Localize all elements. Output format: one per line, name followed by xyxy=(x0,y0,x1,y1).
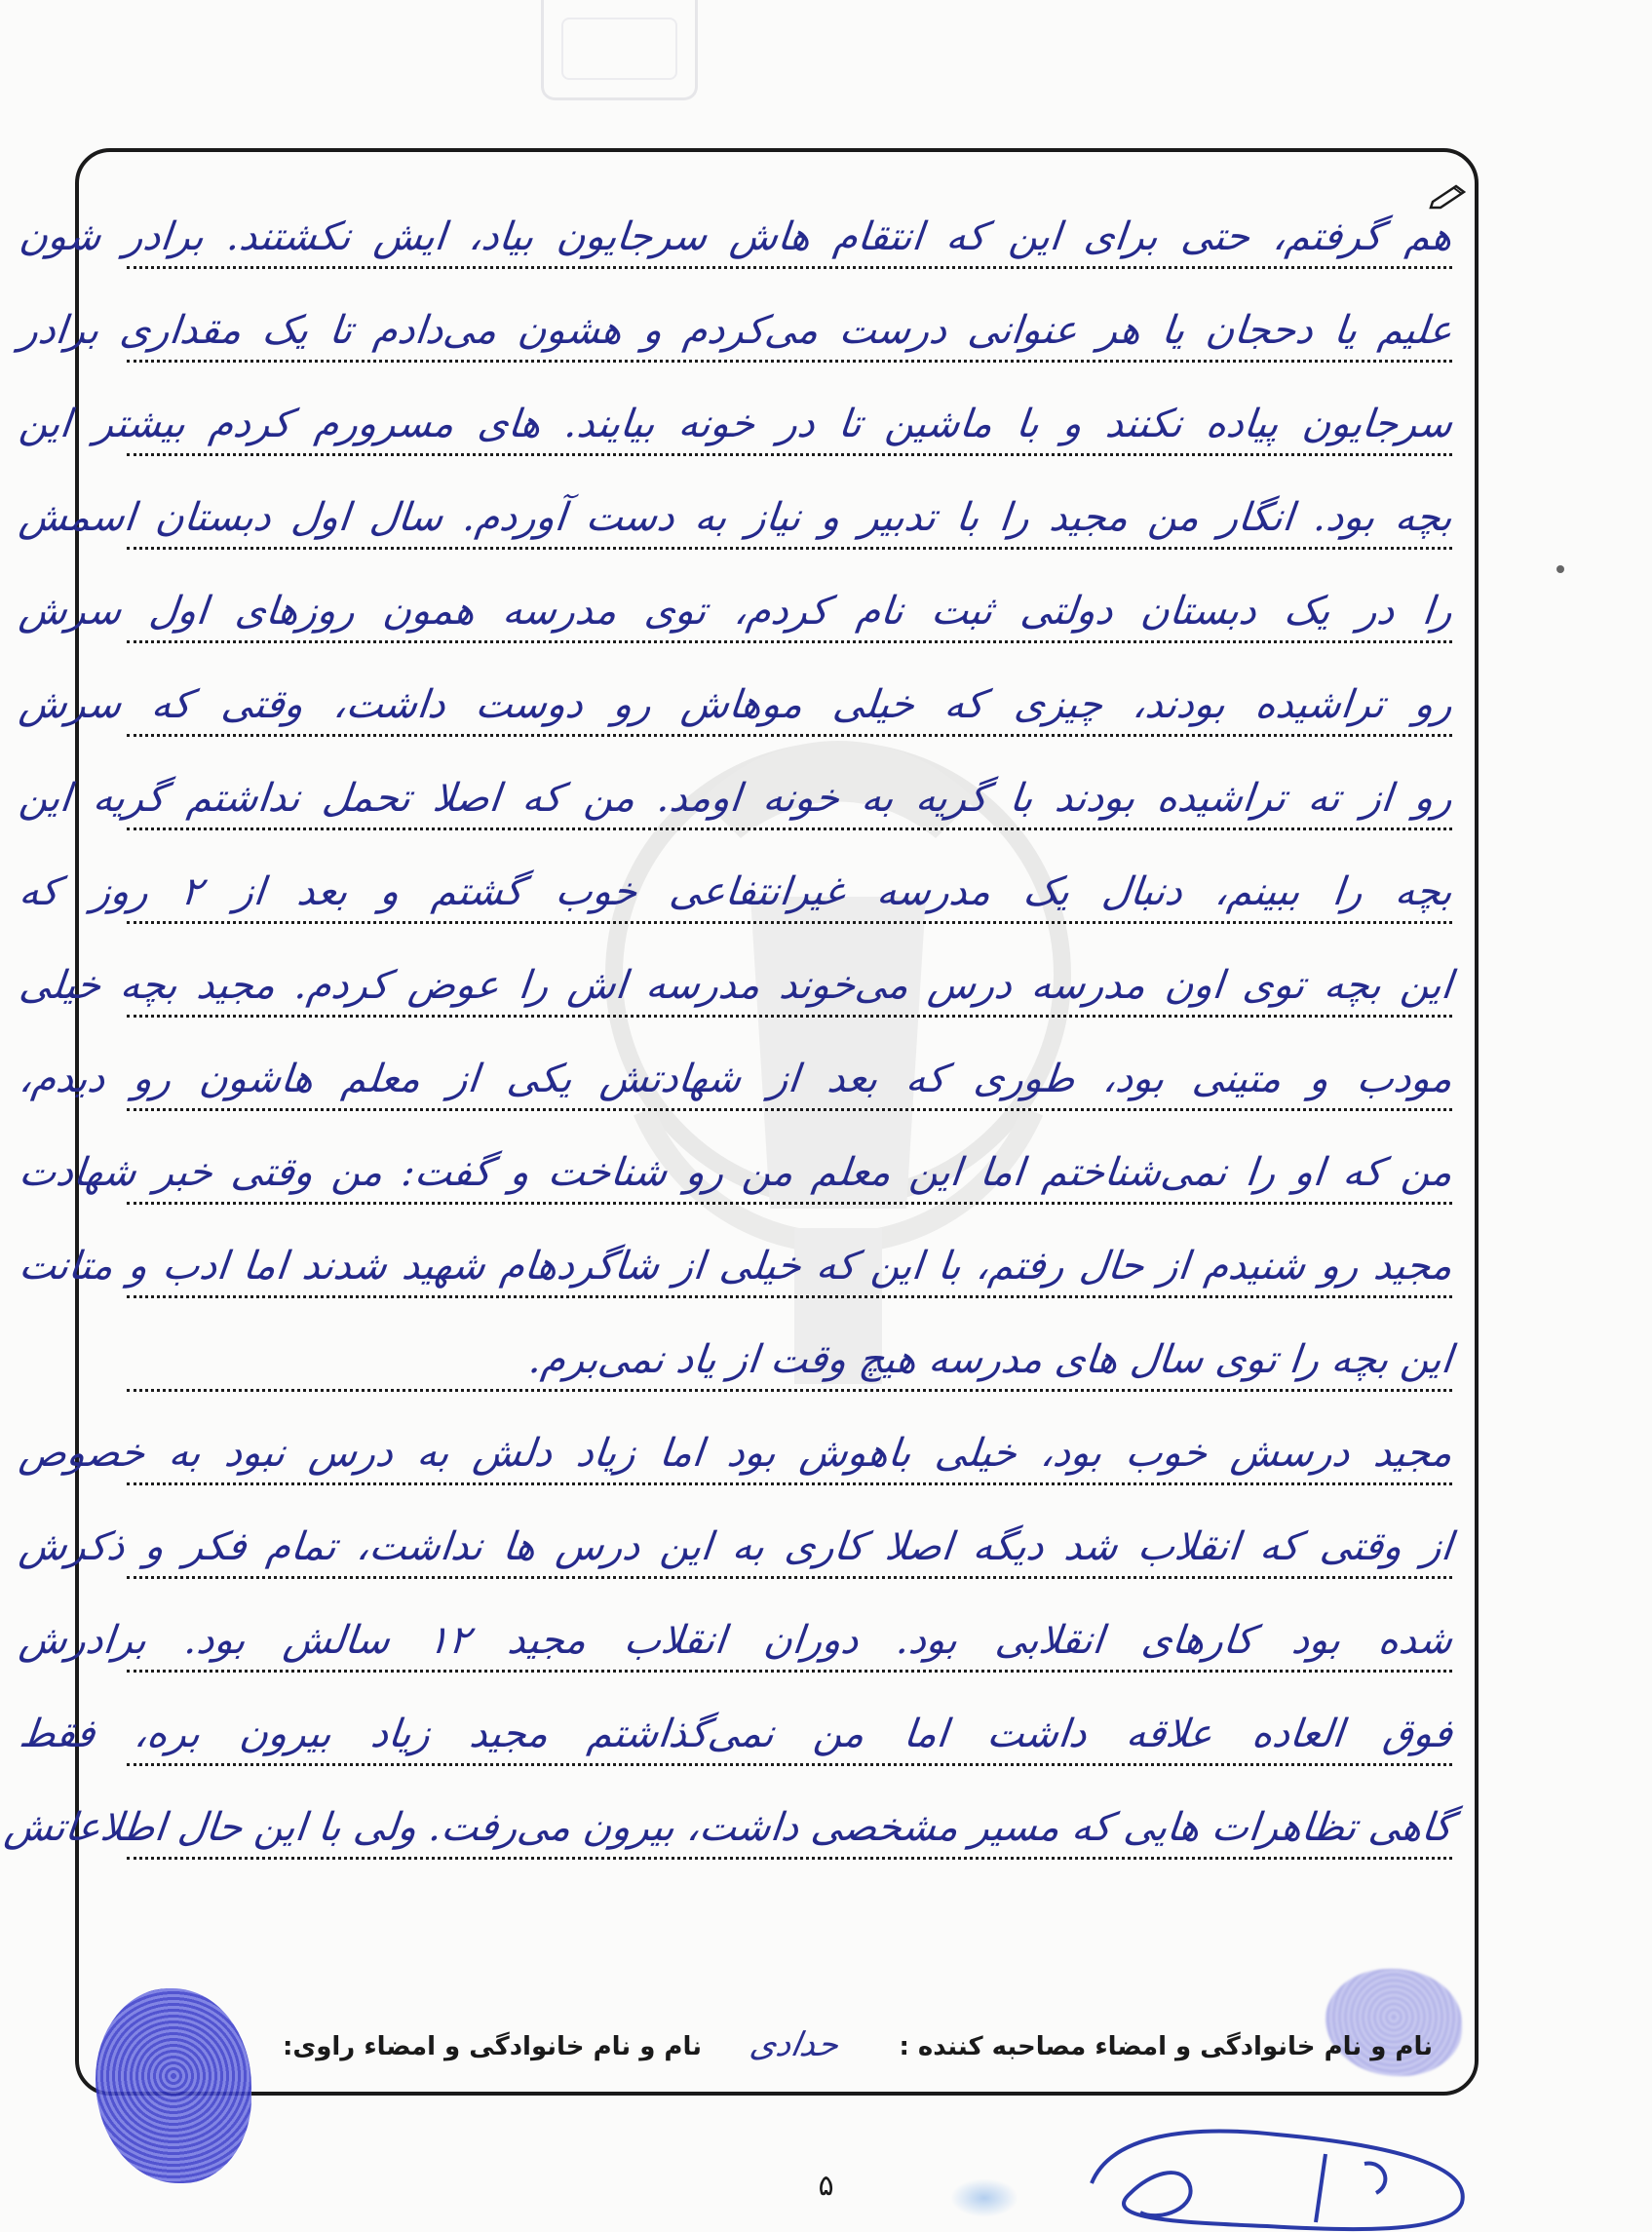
page-number: ۵ xyxy=(818,2169,834,2203)
line-text: مودب و متینی بود، طوری که بعد از شهادتش یکی از معلم هاشون رو دیدم، xyxy=(17,1057,1455,1101)
narrator-label: نام و نام خانوادگی و امضاء راوی: xyxy=(283,2032,702,2061)
text-line xyxy=(17,550,1455,643)
text-line xyxy=(17,456,1455,550)
text-line xyxy=(17,830,1455,924)
line-text: مجید درسش خوب بود، خیلی باهوش بود اما زیاد دلش به درس نبود به خصوص xyxy=(17,1431,1455,1476)
text-line xyxy=(127,1298,1455,1392)
text-line xyxy=(17,269,1455,363)
signature-footer xyxy=(283,2032,1433,2081)
line-text: سرجایون پیاده نکنند و با ماشین تا در خونه بیایند. های مسرورم کردم بیشتر این xyxy=(17,402,1455,446)
text-line xyxy=(17,1018,1455,1111)
text-line xyxy=(17,1579,1455,1673)
text-line xyxy=(17,1205,1455,1298)
handwritten-lines xyxy=(2,175,1455,1860)
line-text: رو از ته تراشیده بودند با گریه به خونه اومد. من که اصلا تحمل نداشتم گریه این xyxy=(17,776,1455,821)
text-line xyxy=(17,175,1455,269)
text-line xyxy=(17,643,1455,737)
text-line xyxy=(17,363,1455,456)
interviewer-label: نام و نام خانوادگی و امضاء مصاحبه کننده : xyxy=(899,2032,1433,2061)
interviewer-signature: حدادی xyxy=(747,2025,842,2064)
text-line xyxy=(17,1673,1455,1766)
line-text: این بچه را توی سال های مدرسه هیچ وقت از یاد نمی‌برم. xyxy=(526,1337,1455,1382)
text-line xyxy=(17,1485,1455,1579)
text-line xyxy=(17,1392,1455,1485)
text-line xyxy=(17,924,1455,1018)
line-text: را در یک دبستان دولتی ثبت نام کردم، توی مدرسه همون روزهای اول سرش xyxy=(17,589,1455,634)
margin-dot xyxy=(1556,565,1564,573)
line-text: شده بود کارهای انقلابی بود. دوران انقلاب مجید ۱۲ سالش بود. برادرش xyxy=(17,1618,1455,1663)
text-line xyxy=(2,1766,1455,1860)
line-text: این بچه توی اون مدرسه درس می‌خوند مدرسه اش را عوض کردم. مجید بچه خیلی xyxy=(17,963,1455,1008)
fingerprint-icon xyxy=(96,1988,251,2183)
line-text: هم گرفتم، حتی برای این که انتقام هاش سرجایون بیاد، ایش نکشتند. برادر شون xyxy=(17,214,1455,259)
line-text: بچه را ببینم، دنبال یک مدرسه غیرانتفاعی خوب گشتم و بعد از ۲ روز که xyxy=(17,869,1455,914)
top-stamp xyxy=(541,0,698,100)
line-text: از وقتی که انقلاب شد دیگه اصلا کاری به این درس ها نداشت، تمام فکر و ذکرش xyxy=(17,1524,1455,1569)
line-text: من که او را نمی‌شناختم اما این معلم من رو شناخت و گفت: من وقتی خبر شهادت xyxy=(17,1150,1455,1195)
text-line xyxy=(17,1111,1455,1205)
text-line xyxy=(17,737,1455,830)
line-text: علیم یا دحجان یا هر عنوانی درست می‌کردم و هشون می‌دادم تا یک مقداری برادر xyxy=(17,308,1455,353)
line-text: فوق العاده علاقه داشت اما من نمی‌گذاشتم مجید زیاد بیرون بره، فقط xyxy=(17,1712,1455,1756)
line-text: بچه بود. انگار من مجید را با تدبیر و نیاز به دست آوردم. سال اول دبستان اسمش xyxy=(17,495,1455,540)
line-text: گاهی تظاهرات هایی که مسیر مشخصی داشت، بیرون می‌رفت. ولی با این حال اطلاعاتش xyxy=(2,1805,1455,1850)
line-text: مجید رو شنیدم از حال رفتم، با این که خیلی از شاگردهام شهید شدند اما ادب و متانت xyxy=(17,1244,1455,1289)
line-text: رو تراشیده بودند، چیزی که خیلی موهاش رو دوست داشت، وقتی که سرش xyxy=(17,682,1455,727)
